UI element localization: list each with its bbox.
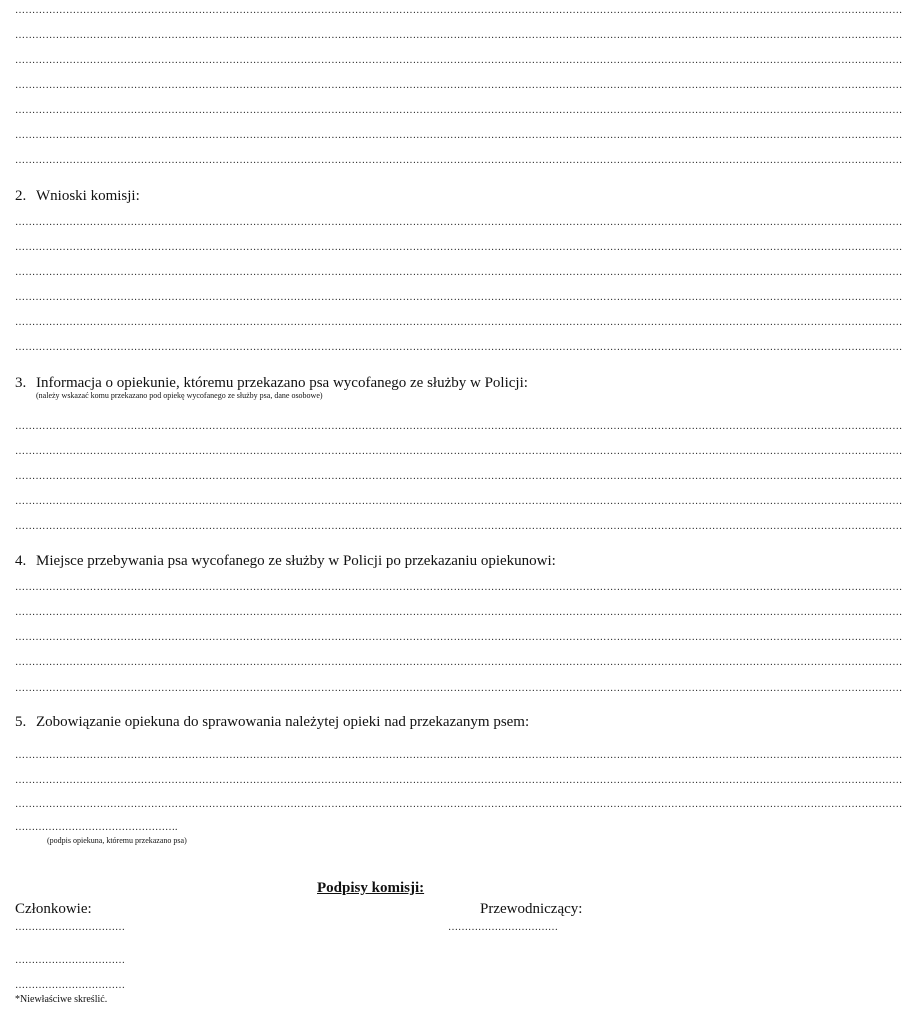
answer-line[interactable]: ……………………………………………………………………………………………………………………………………………………………………………………………………………………………………… [15,342,902,353]
section-3-heading [15,375,528,391]
section-title: Informacja o opiekunie, któremu przekazano psa wycofanego ze służby w Policji: [36,375,528,391]
answer-line[interactable]: ……………………………………………………………………………………………………………………………………………………………………………………………………………………………………… [15,799,902,810]
section-number: 3. [15,375,27,391]
answer-line[interactable]: ……………………………………………………………………………………………………………………………………………………………………………………………………………………………………… [15,130,902,141]
answer-line[interactable]: ……………………………………………………………………………………………………………………………………………………………………………………………………………………………………… [15,155,902,166]
answer-line[interactable]: ……………………………………………………………………………………………………………………………………………………………………………………………………………………………………… [15,471,902,482]
section-number: 2. [15,188,27,204]
section-title: Zobowiązanie opiekuna do sprawowania należytej opieki nad przekazanym psem: [36,714,530,730]
answer-line[interactable]: ……………………………………………………………………………………………………………………………………………………………………………………………………………………………………… [15,607,902,618]
section-title: Miejsce przebywania psa wycofanego ze służby w Policji po przekazaniu opiekunowi: [36,553,556,569]
answer-line[interactable]: ……………………………………………………………………………………………………………………………………………………………………………………………………………………………………… [15,267,902,278]
answer-line[interactable]: ……………………………………………………………………………………………………………………………………………………………………………………………………………………………………… [15,496,902,507]
answer-line[interactable]: ……………………………………………………………………………………………………………………………………………………………………………………………………………………………………… [15,80,902,91]
member-signature-line[interactable]: …………………………… [15,955,125,966]
answer-line[interactable]: ……………………………………………………………………………………………………………………………………………………………………………………………………………………………………… [15,683,902,694]
answer-line[interactable]: ……………………………………………………………………………………………………………………………………………………………………………………………………………………………………… [15,242,902,253]
member-signature-line[interactable]: …………………………… [15,922,125,933]
answer-line[interactable]: ……………………………………………………………………………………………………………………………………………………………………………………………………………………………………… [15,750,902,761]
guardian-signature-caption: (podpis opiekuna, któremu przekazano psa) [47,836,187,845]
answer-line[interactable]: ……………………………………………………………………………………………………………………………………………………………………………………………………………………………………… [15,657,902,668]
answer-line[interactable]: ……………………………………………………………………………………………………………………………………………………………………………………………………………………………………… [15,317,902,328]
answer-line[interactable]: ……………………………………………………………………………………………………………………………………………………………………………………………………………………………………… [15,217,902,228]
chair-signature-line[interactable]: …………………………… [448,922,558,933]
section-2-heading [15,188,140,204]
members-label: Członkowie: [15,901,92,917]
footnote: *Niewłaściwe skreślić. [15,994,108,1005]
guardian-signature-line[interactable]: …………………………………………. [15,822,178,833]
section-4-heading [15,553,556,569]
answer-line[interactable]: ……………………………………………………………………………………………………………………………………………………………………………………………………………………………………… [15,55,902,66]
section-3-note: (należy wskazać komu przekazano pod opiekę wycofanego ze służby psa, dane osobowe) [36,391,323,400]
section-number: 4. [15,553,27,569]
chair-label: Przewodniczący: [480,901,583,917]
answer-line[interactable]: ……………………………………………………………………………………………………………………………………………………………………………………………………………………………………… [15,30,902,41]
member-signature-line[interactable]: …………………………… [15,980,125,991]
answer-line[interactable]: ……………………………………………………………………………………………………………………………………………………………………………………………………………………………………… [15,421,902,432]
section-number: 5. [15,714,27,730]
answer-line[interactable]: ……………………………………………………………………………………………………………………………………………………………………………………………………………………………………… [15,632,902,643]
section-5-heading [15,714,529,730]
signatures-title: Podpisy komisji: [317,880,425,896]
answer-line[interactable]: ……………………………………………………………………………………………………………………………………………………………………………………………………………………………………… [15,5,902,16]
answer-line[interactable]: ……………………………………………………………………………………………………………………………………………………………………………………………………………………………………… [15,292,902,303]
answer-line[interactable]: ……………………………………………………………………………………………………………………………………………………………………………………………………………………………………… [15,775,902,786]
answer-line[interactable]: ……………………………………………………………………………………………………………………………………………………………………………………………………………………………………… [15,105,902,116]
answer-line[interactable]: ……………………………………………………………………………………………………………………………………………………………………………………………………………………………………… [15,582,902,593]
answer-line[interactable]: ……………………………………………………………………………………………………………………………………………………………………………………………………………………………………… [15,446,902,457]
section-title: Wnioski komisji: [36,188,140,204]
answer-line[interactable]: ……………………………………………………………………………………………………………………………………………………………………………………………………………………………………… [15,521,902,532]
